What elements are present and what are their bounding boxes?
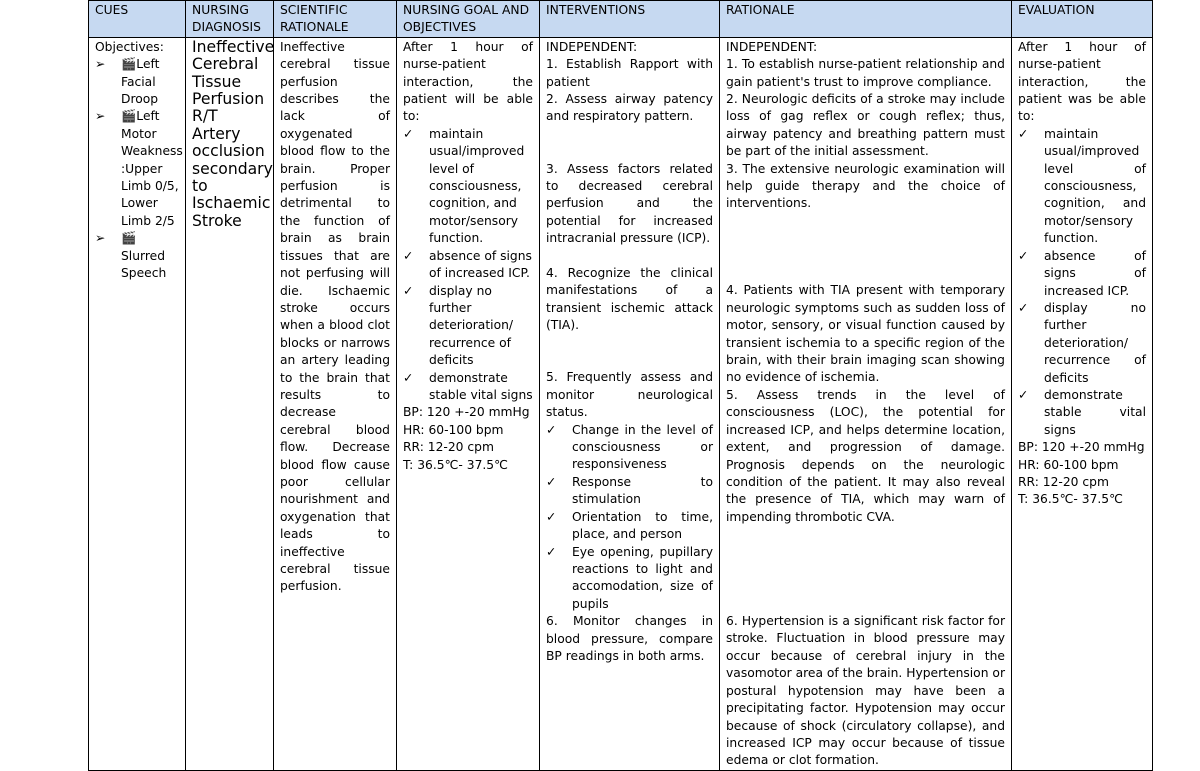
eval-vital-bp: BP: 120 +-20 mmHg [1018, 440, 1145, 455]
header-evaluation: EVALUATION [1012, 1, 1153, 38]
eval-vital-rr: RR: 12-20 cpm [1018, 474, 1109, 489]
diagnosis-cell [186, 37, 274, 770]
content-row [89, 37, 1153, 770]
arrow-bullet-icon: ➢ [95, 231, 106, 246]
header-scientific-rationale: SCIENTIFIC RATIONALE [274, 1, 397, 38]
evaluation-item: ✓ maintain usual/improved level of consciousness, cognition, and motor/sensory function. [1018, 126, 1146, 246]
cues-cell [89, 37, 186, 770]
rationale-1: 1. To establish nurse-patient relationship and gain patient's trust to improve compliance. [726, 57, 1005, 89]
arrow-bullet-icon: ➢ [95, 109, 106, 124]
neuro-status-item: ✓ Orientation to time, place, and person [546, 509, 713, 542]
header-nursing-goal: NURSING GOAL AND OBJECTIVES [397, 1, 540, 38]
rationale-heading: INDEPENDENT: [726, 39, 818, 54]
intervention-6: 6. Monitor changes in blood pressure, compare BP readings in both arms. [546, 614, 713, 663]
header-interventions: INTERVENTIONS [540, 1, 720, 38]
neuro-status-item: ✓ Response to stimulation [546, 474, 713, 507]
check-icon: ✓ [1018, 387, 1029, 402]
goal-item: ✓ maintain usual/improved level of consciousness, cognition, and motor/sensory function. [403, 126, 525, 246]
check-icon: ✓ [546, 509, 557, 524]
check-icon: ✓ [403, 126, 414, 141]
intervention-2: 2. Assess airway patency and respiratory pattern. [546, 92, 713, 124]
neuro-status-list [546, 422, 713, 613]
goal-vital-bp: BP: 120 +-20 mmHg [403, 405, 530, 420]
goal-vital-hr: HR: 60-100 bpm [403, 422, 504, 437]
eval-vital-temp: T: 36.5℃- 37.5℃ [1018, 492, 1123, 507]
rationale-3: 3. The extensive neurologic examination will help guide therapy and the choice of interventions. [726, 161, 1005, 211]
rationale-cell [720, 37, 1012, 770]
check-icon: ✓ [546, 474, 557, 489]
goal-item: ✓ display no further deterioration/ recurrence of deficits [403, 283, 514, 368]
check-icon: ✓ [1018, 248, 1029, 263]
nursing-diagnosis-text: Ineffective Cerebral Tissue Perfusion R/T Artery occlusion secondary to Ischaemic Stroke [192, 37, 275, 230]
goal-vital-temp: T: 36.5℃- 37.5℃ [403, 457, 508, 472]
check-icon: ✓ [403, 283, 414, 298]
goal-item: ✓ demonstrate stable vital signs [403, 370, 533, 402]
check-icon: ✓ [546, 544, 557, 559]
evaluation-intro: After 1 hour of nurse-patient interaction, the patient was be able to: [1018, 39, 1146, 124]
intervention-1: 1. Establish Rapport with patient [546, 57, 713, 89]
check-icon: ✓ [403, 370, 414, 385]
evaluation-cell [1012, 37, 1153, 770]
eval-vital-hr: HR: 60-100 bpm [1018, 457, 1119, 472]
check-icon: ✓ [1018, 126, 1029, 141]
goal-vital-rr: RR: 12-20 cpm [403, 440, 494, 455]
header-rationale: RATIONALE [720, 1, 1012, 38]
cue-item: ➢ 🎬Left Motor Weakness :Upper Limb 0/5, Lower Limb 2/5 [95, 109, 183, 228]
header-row [89, 1, 1153, 38]
cue-item: ➢ 🎬Slurred Speech [95, 231, 167, 281]
arrow-bullet-icon: ➢ [95, 57, 106, 72]
goal-item: ✓ absence of signs of increased ICP. [403, 248, 532, 281]
evaluation-list [1018, 126, 1146, 439]
goal-intro: After 1 hour of nurse-patient interaction, the patient will be able to: [403, 39, 533, 124]
rationale-2: 2. Neurologic deficits of a stroke may include loss of gag reflex or cough reflex; thus, airway patency and breathing pattern must be part of the initial assessment. [726, 92, 1005, 159]
intervention-3: 3. Assess factors related to decreased cerebral perfusion and the potential for increased intracranial pressure (ICP). [546, 161, 713, 246]
neuro-status-item: ✓ Change in the level of consciousness or responsiveness [546, 422, 713, 472]
header-cues: CUES [89, 1, 186, 38]
evaluation-item: ✓ absence of signs of increased ICP. [1018, 248, 1146, 298]
evaluation-item: ✓ demonstrate stable vital signs [1018, 387, 1146, 437]
check-icon: ✓ [403, 248, 414, 263]
check-icon: ✓ [546, 422, 557, 437]
interventions-cell [540, 37, 720, 770]
interventions-heading: INDEPENDENT: [546, 39, 638, 54]
check-icon: ✓ [1018, 300, 1029, 315]
header-nursing-diagnosis: NURSING DIAGNOSIS [186, 1, 274, 38]
nursing-care-plan-table [88, 0, 1153, 771]
cues-label: Objectives: [95, 39, 164, 54]
intervention-4: 4. Recognize the clinical manifestations of a transient ischemic attack (TIA). [546, 266, 713, 333]
cue-item: ➢ 🎬Left Facial Droop [95, 57, 160, 107]
neuro-status-item: ✓ Eye opening, pupillary reactions to light and accomodation, size of pupils [546, 544, 713, 611]
rationale-4: 4. Patients with TIA present with temporary neurologic symptoms such as sudden loss of motor, sensory, or visual function caused by transient ischemia to a specific region of the brain, with their brain imaging scan showing no evidence of ischemia. [726, 283, 1005, 385]
scientific-rationale-text: Ineffective cerebral tissue perfusion describes the lack of oxygenated blood flow to the brain. Proper perfusion is detrimental to the function of brain as brain tissues that are not perfusing will die. Ischaemic stroke occurs when a blood clot blocks or narrows an artery leading to the brain that results to decrease cerebral blood flow. Decrease blood flow cause poor cellular nourishment and oxygenation that leads to ineffective cerebral tissue perfusion. [280, 39, 390, 594]
intervention-5: 5. Frequently assess and monitor neurological status. [546, 370, 713, 420]
goal-cell [397, 37, 540, 770]
rationale-6: 6. Hypertension is a significant risk factor for stroke. Fluctuation in blood pressure may occur because of cerebral injury in the vasomotor area of the brain. Hypertension or postural hypotension may have been a precipitating factor. Hypotension may occur because of shock (circulatory collapse), and increased ICP may occur because of tissue edema or clot formation. [726, 614, 1005, 768]
cues-list [95, 56, 183, 282]
evaluation-item: ✓ display no further deterioration/ recurrence of deficits [1018, 300, 1146, 385]
goal-list [403, 126, 533, 405]
rationale-5: 5. Assess trends in the level of consciousness (LOC), the potential for increased ICP, and helps determine location, extent, and progression of damage. Prognosis depends on the neurologic condition of the patient. It may also reveal the presence of TIA, which may warn of impending thrombotic CVA. [726, 387, 1005, 524]
scientific-rationale-cell [274, 37, 397, 770]
